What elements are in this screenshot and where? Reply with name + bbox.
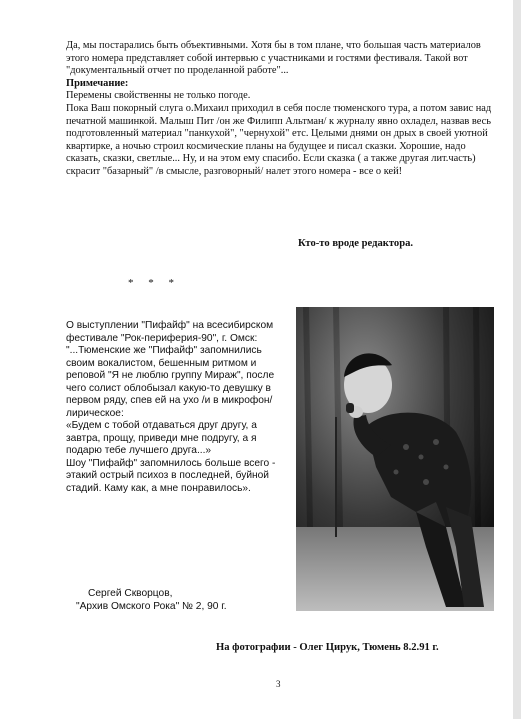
article-paragraph-3: «Будем с тобой отдаваться друг другу, а завтра, прощу, приведи мне подругу, а я подарю тебе лучшего друга...» (66, 420, 257, 456)
article-paragraph-2: "...Тюменские же "Пифайф" запомнились своим вокалистом, бешенным ритмом и реповой "Я не люблю группу Мираж", после чего солист облобызал какую-то девушку в первом ряду, спев ей на ухо /и в микрофон/ лирическое: (66, 345, 275, 419)
signature-author: Сергей Скворцов, (88, 588, 173, 599)
note-title: Примечание: (66, 77, 129, 89)
photo-caption: На фотографии - Олег Цирук, Тюмень 8.2.91 г. (216, 642, 439, 653)
page-number: 3 (276, 679, 281, 689)
section-separator: * * * (128, 277, 180, 289)
article-text (66, 320, 292, 495)
singer-photo (296, 307, 494, 611)
intro-paragraph-2: Перемены свойственны не только погоде. (66, 90, 251, 102)
intro-text (66, 40, 496, 179)
editor-signature: Кто-то вроде редактора. (298, 238, 414, 249)
article-paragraph-4: Шоу "Пифайф" запомнилось больше всего - этакий острый психоз в последней, буйной стадий. Каму как, а мне понравилось». (66, 457, 276, 494)
intro-paragraph-1: Да, мы постарались быть объективными. Хотя бы в том плане, что большая часть материалов этого номера представляет собой интервью с участниками и гостями фестиваля. Такой вот "документальный отчет по проделанной работе"... (66, 40, 481, 77)
singer-photo-icon (296, 307, 494, 611)
article-paragraph-1: О выступлении "Пифайф" на всесибирском фестивале "Рок-периферия-90", г. Омск: (66, 320, 274, 344)
page-shadow (513, 0, 521, 719)
intro-paragraph-3: Пока Ваш покорный слуга о.Михаил приходил в себя после тюменского тура, а потом завис над печатной машинкой. Малыш Пит /он же Филипп Альтман/ к журналу явно охладел, назвав весь подготовленный материал "панкухой", "чернухой" етс. Целыми днями он дрых в своей уютной квартирке, а ночью строил космические планы на будущее и писал сказки. Хорошие, надо сказать, сказки, светлые... Ну, и на этом ему спасибо. Если сказка ( а также другая лит.часть) скрасит "базарный" /в смысле, разговорный/ налет этого номера - все о кей! (66, 102, 492, 177)
signature-source: "Архив Омского Рока" № 2, 90 г. (76, 600, 227, 612)
article-signature (76, 588, 227, 614)
